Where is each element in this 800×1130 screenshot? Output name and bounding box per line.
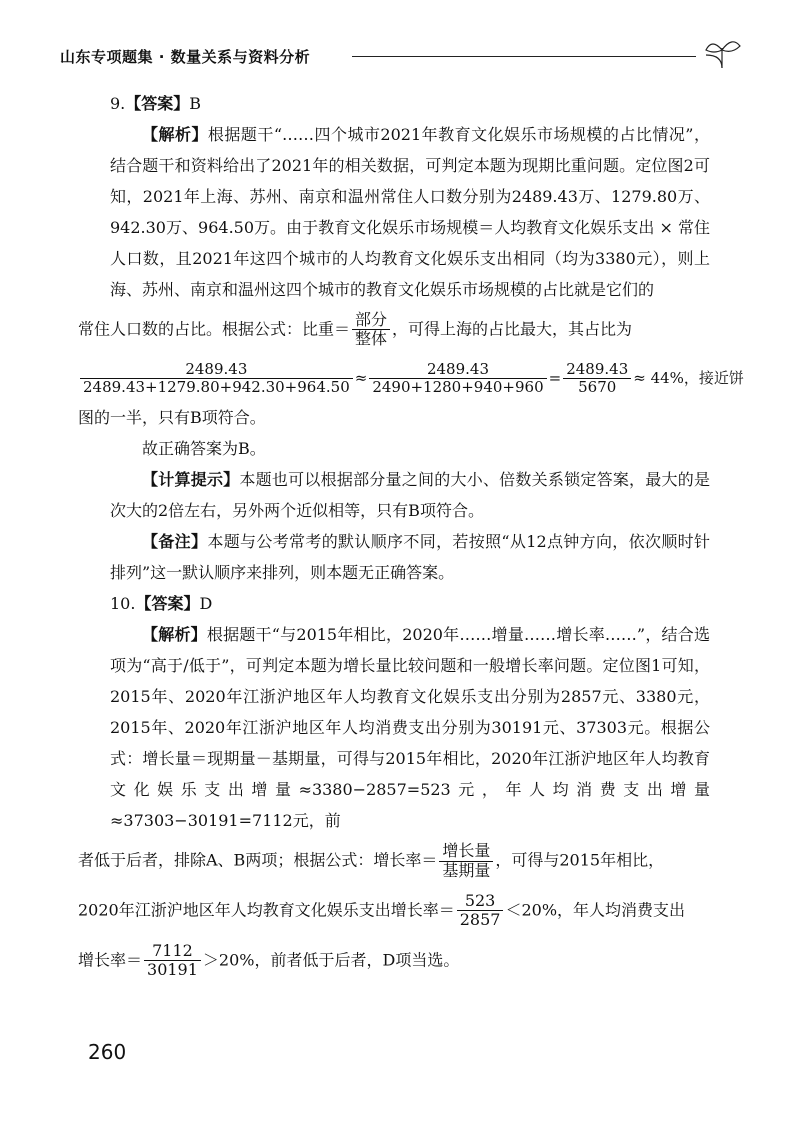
fraction-denominator: 30191 [147, 960, 198, 980]
page-number: 260 [88, 1040, 127, 1064]
q10-formula-lead: 者低于后者，排除A、B两项；根据公式：增长率＝ [78, 850, 438, 870]
fraction-denominator: 2857 [459, 910, 501, 930]
fraction-denominator: 基期量 [442, 860, 491, 880]
header-title: 山东专项题集 · 数量关系与资料分析 [60, 48, 311, 66]
fraction-denominator: 2489.43+1279.80+942.30+964.50 [83, 378, 350, 397]
calc-result: ≈ 44%，接近饼 [633, 368, 744, 387]
fraction-numerator: 2489.43 [369, 361, 546, 379]
q9-number: 9. [110, 94, 126, 113]
q9-tip-paragraph [110, 464, 710, 526]
fraction-numerator: 7112 [144, 942, 201, 961]
q9-note-tag: 【备注】 [142, 532, 208, 552]
sprout-icon [700, 40, 744, 70]
q10-rate-lead: 2020年江浙沪地区年人均教育文化娱乐支出增长率＝ [78, 900, 455, 920]
approx-sign: ≈ [354, 368, 368, 387]
fraction-numerator: 部分 [352, 311, 390, 330]
calc-fraction-3 [563, 361, 631, 397]
running-header [60, 40, 750, 70]
q10-analysis-tag: 【解析】 [142, 625, 207, 645]
fraction-numerator: 2489.43 [80, 361, 353, 379]
rate-fraction-1 [457, 892, 504, 930]
q9-calc-continuation: 图的一半，只有B项符合。 [78, 408, 266, 428]
q9-analysis-tag: 【解析】 [142, 125, 208, 144]
fraction-numerator: 523 [457, 892, 504, 911]
q9-formula-line [78, 305, 710, 355]
calc-fraction-1 [80, 361, 353, 397]
q9-note-paragraph [110, 526, 710, 588]
equals-sign: = [548, 368, 562, 387]
q9-formula-lead: 常住人口数的占比。根据公式：比重＝ [78, 319, 351, 339]
q10-rate2-tail: ＞20%，前者低于后者，D项当选。 [202, 950, 460, 970]
q10-answer-tag: 【答案】 [135, 594, 200, 614]
q9-tip-tag: 【计算提示】 [142, 470, 240, 490]
q9-answer-tag: 【答案】 [125, 94, 190, 113]
header-rule [352, 56, 696, 57]
q9-tip-text: 本题也可以根据部分量之间的大小、倍数关系锁定答案，最大的是次大的2倍左右，另外两个近似相等，只有B项符合。 [110, 470, 710, 521]
q10-answer-line [110, 588, 710, 619]
q9-note-text: 本题与公考常考的默认顺序不同，若按照“从12点钟方向，依次顺时针排列”这一默认顺序来排列，则本题无正确答案。 [110, 532, 710, 583]
q9-analysis-text: 根据题干“……四个城市2021年教育文化娱乐市场规模的占比情况”，结合题干和资料给出了2021年的相关数据，可判定本题为现期比重问题。定位图2可知，2021年上海、苏州、南京和温州常住人口数分别为2489.43万、1279.80万、942.30万、964.50万。由于教育文化娱乐市场规模＝人均教育文化娱乐支出 × 常住人口数，且2021年这四个城市的人均教育文化娱乐支出相同（均为3380元），则上海、苏州、南京和温州这四个城市的教育文化娱乐市场规模的占比就是它们的 [110, 125, 710, 299]
fraction-denominator: 5670 [578, 378, 617, 397]
q10-rate-line [78, 886, 710, 936]
q10-rate-tail: ＜20%，年人均消费支出 [505, 900, 686, 920]
q10-analysis-paragraph [110, 619, 710, 836]
q10-answer-value: D [199, 594, 213, 614]
rate-fraction-2 [144, 942, 201, 980]
calc-fraction-2 [369, 361, 546, 397]
q9-calculation-line [78, 355, 744, 403]
proportion-fraction [352, 311, 390, 349]
q10-formula-line [78, 836, 710, 886]
q10-rate2-line [78, 936, 710, 986]
page-content [78, 88, 744, 986]
fraction-denominator: 整体 [355, 329, 388, 349]
q9-analysis-paragraph [110, 119, 710, 305]
growth-rate-fraction [439, 842, 493, 880]
fraction-denominator: 2490+1280+940+960 [372, 378, 544, 397]
q10-formula-tail: ，可得与2015年相比， [495, 850, 665, 870]
q10-analysis-text: 根据题干“与2015年相比，2020年……增量……增长率……”，结合选项为“高于/低于”，可判定本题为增长量比较问题和一般增长率问题。定位图1可知，2015年、2020年江浙沪地区年人均教育文化娱乐支出分别为2857元、3380元，2015年、2020年江浙沪地区年人均消费支出分别为30191元、37303元。根据公式：增长量＝现期量－基期量，可得与2015年相比，2020年江浙沪地区年人均教育文化娱乐支出增量≈3380−2857=523元，年人均消费支出增量≈37303−30191=7112元，前 [110, 625, 710, 831]
q9-conclusion: 故正确答案为B。 [142, 439, 266, 459]
q10-number: 10. [110, 594, 136, 614]
fraction-numerator: 2489.43 [563, 361, 631, 379]
q9-formula-tail: ，可得上海的占比最大，其占比为 [392, 319, 633, 339]
q9-answer-value: B [189, 94, 202, 113]
q10-rate2-lead: 增长率＝ [78, 950, 143, 970]
q9-answer-line [110, 88, 710, 119]
fraction-numerator: 增长量 [439, 842, 493, 861]
